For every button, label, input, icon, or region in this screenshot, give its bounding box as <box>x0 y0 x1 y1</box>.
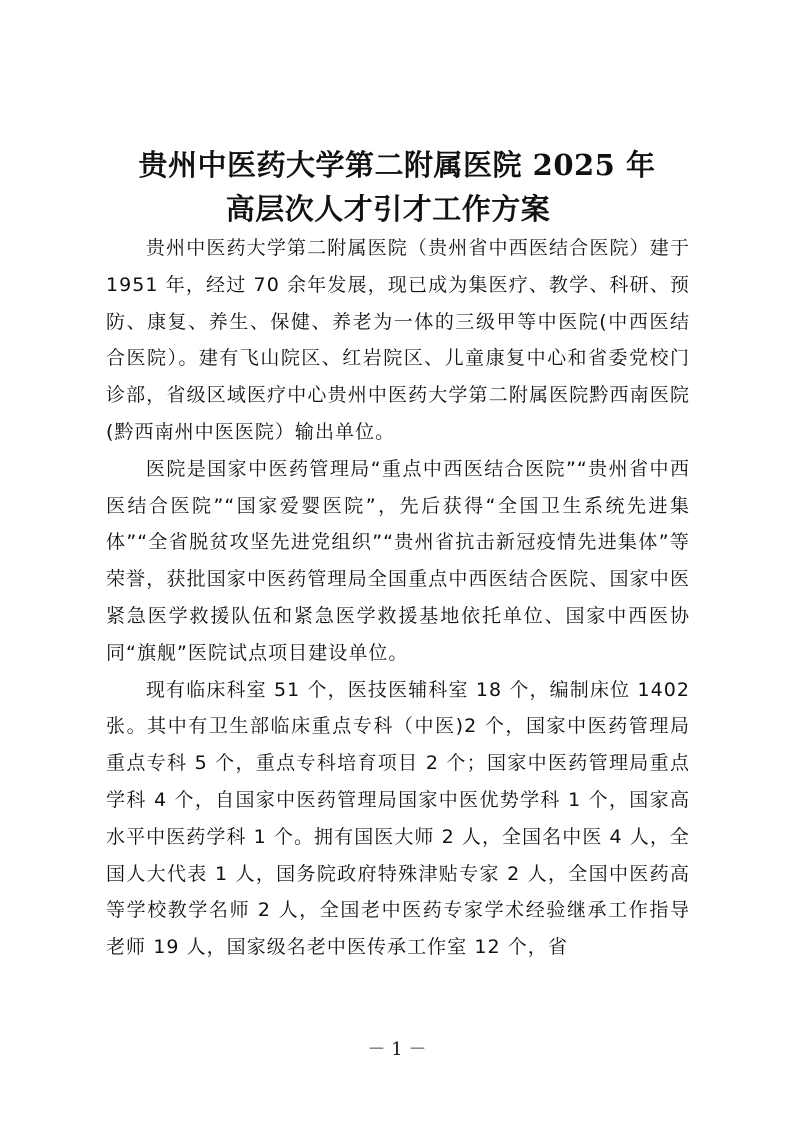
paragraph-honors: 医院是国家中医药管理局“重点中西医结合医院”“贵州省中西医结合医院”“国家爱婴医院”，先后获得“全国卫生系统先进集体”“全省脱贫攻坚先进党组织”“贵州省抗击新冠疫情先进集体”等荣誉，获批国家中医药管理局全国重点中西医结合医院、国家中医紧急医学救援队伍和紧急医学救援基地依托单位、国家中西医协同“旗舰”医院试点项目建设单位。 <box>106 457 690 664</box>
paragraph-hospital-overview: 贵州中医药大学第二附属医院（贵州省中西医结合医院）建于 1951 年，经过 70 余年发展，现已成为集医疗、教学、科研、预防、康复、养生、保健、养老为一体的三级甲等中医院(中西医结合医院）。建有飞山院区、红岩院区、儿童康复中心和省委党校门诊部，省级区域医疗中心贵州中医药大学第二附属医院黔西南医院(黔西南州中医医院）输出单位。 <box>106 237 690 443</box>
document-title <box>0 143 794 231</box>
page-number: － 1 － <box>367 1039 427 1060</box>
document-body <box>106 230 690 966</box>
paragraph-departments-and-talent: 现有临床科室 51 个，医技医辅科室 18 个，编制床位 1402 张。其中有卫生部临床重点专科（中医)2 个，国家中医药管理局重点专科 5 个，重点专科培育项目 2 个；国家中医药管理局重点学科 4 个，自国家中医药管理局国家中医优势学科 1 个，国家高水平中医药学科 1 个。拥有国医大师 2 人，全国名中医 4 人，全国人大代表 1 人，国务院政府特殊津贴专家 2 人，全国中医药高等学校教学名师 2 人，全国老中医药专家学术经验继承工作指导老师 19 人，国家级名老中医传承工作室 12 个，省 <box>106 678 690 959</box>
title-line-2: 高层次人才引才工作方案 <box>225 192 551 226</box>
title-line-1: 贵州中医药大学第二附属医院 2025 年 <box>138 148 656 182</box>
